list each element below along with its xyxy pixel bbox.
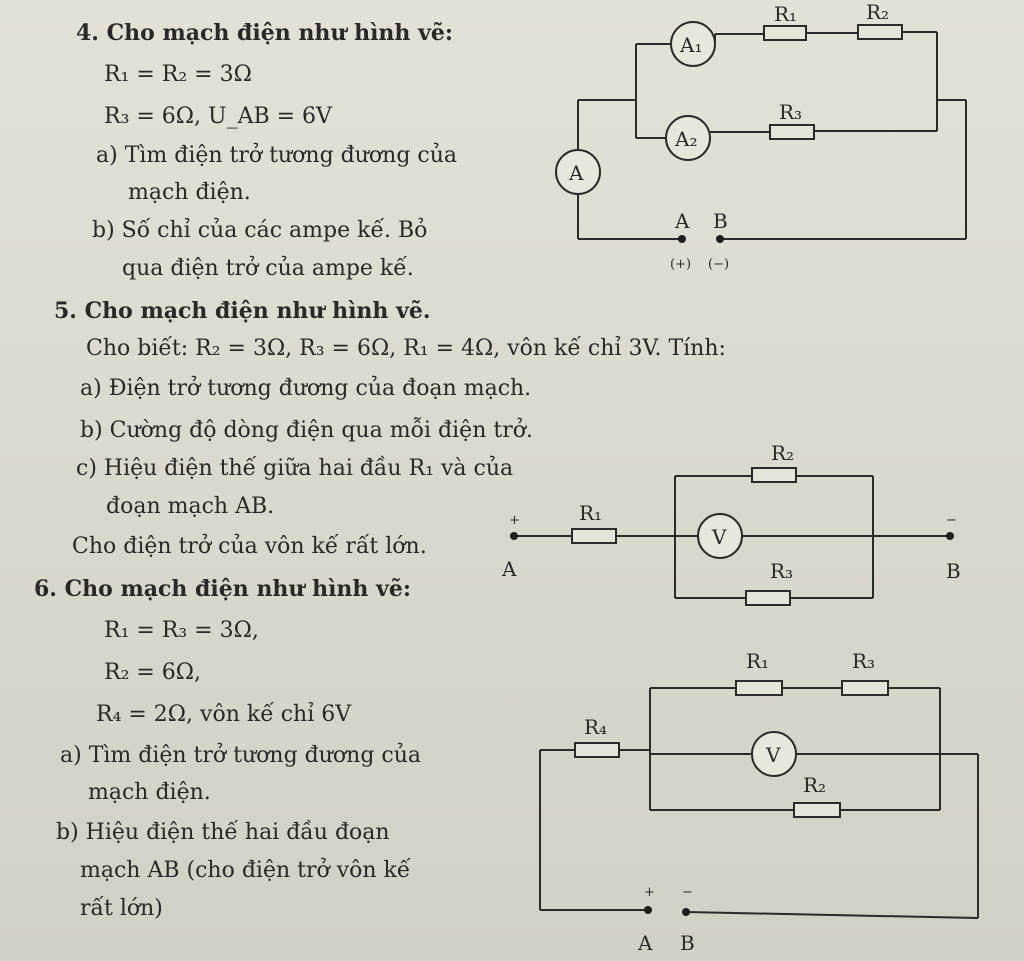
resistor-r3-label: R₃	[770, 559, 794, 583]
resistor-r2	[794, 803, 840, 817]
problem-5-title: 5. Cho mạch điện như hình vẽ.	[54, 298, 431, 324]
terminal-a-polarity: +	[644, 885, 655, 900]
circuit-figure-6	[540, 649, 978, 955]
terminal-b-polarity: (−)	[708, 257, 730, 272]
resistor-r3	[746, 591, 790, 605]
problem-6-question-a-1: a) Tìm điện trở tương đương của	[60, 743, 422, 768]
resistor-r2-label: R₂	[803, 773, 827, 797]
problem-5-question-c-2: đoạn mạch AB.	[106, 494, 275, 519]
resistor-r3	[842, 681, 888, 695]
resistor-r3	[770, 125, 814, 139]
problem-4-question-b-1: b) Số chỉ của các ampe kế. Bỏ	[92, 218, 428, 243]
resistor-r1	[736, 681, 782, 695]
resistor-r1	[572, 529, 616, 543]
terminal-b-polarity: −	[946, 513, 957, 528]
terminal-a-label: A	[502, 557, 517, 581]
ammeter-a2-label: A₂	[675, 127, 698, 151]
resistor-r4	[575, 743, 619, 757]
voltmeter-v-label: V	[712, 525, 727, 549]
problem-5-question-a: a) Điện trở tương đương của đoạn mạch.	[80, 376, 532, 401]
terminal-b-label: B	[946, 559, 961, 583]
resistor-r1-label: R₁	[774, 2, 798, 26]
problem-4-question-b-2: qua điện trở của ampe kế.	[122, 256, 414, 281]
resistor-r2	[858, 25, 902, 39]
terminal-a	[510, 532, 518, 540]
terminal-a	[678, 235, 686, 243]
ammeter-a-label: A	[569, 161, 584, 185]
terminal-b	[716, 235, 724, 243]
ammeter-a1-label: A₁	[680, 33, 703, 57]
terminal-a-polarity: (+)	[670, 257, 692, 272]
problem-4-question-a-2: mạch điện.	[128, 180, 251, 205]
problem-5-given: Cho biết: R₂ = 3Ω, R₃ = 6Ω, R₁ = 4Ω, vôn kế chỉ 3V. Tính:	[86, 336, 726, 361]
problem-6-title: 6. Cho mạch điện như hình vẽ:	[34, 576, 411, 602]
problem-5-note: Cho điện trở của vôn kế rất lớn.	[72, 534, 427, 559]
resistor-r2	[752, 468, 796, 482]
problem-6-question-b-3: rất lớn)	[80, 896, 163, 921]
terminal-a-polarity: +	[509, 513, 520, 528]
resistor-r1	[764, 26, 806, 40]
problem-6-given-3: R₄ = 2Ω, vôn kế chỉ 6V	[96, 702, 352, 727]
problem-5-question-b: b) Cường độ dòng điện qua mỗi điện trở.	[80, 418, 533, 443]
problem-6-question-b-2: mạch AB (cho điện trở vôn kế	[80, 858, 411, 883]
terminal-b-label: B	[680, 931, 695, 955]
resistor-r2-label: R₂	[771, 441, 795, 465]
problem-4-title: 4. Cho mạch điện như hình vẽ:	[76, 20, 453, 46]
problem-6-question-b-1: b) Hiệu điện thế hai đầu đoạn	[56, 820, 390, 845]
terminal-b	[946, 532, 954, 540]
problem-4-given-1: R₁ = R₂ = 3Ω	[104, 62, 252, 87]
problem-6-question-a-2: mạch điện.	[88, 780, 211, 805]
resistor-r2-label: R₂	[866, 0, 890, 24]
problem-4-given-2: R₃ = 6Ω, U_AB = 6V	[104, 104, 332, 129]
resistor-r3-label: R₃	[852, 649, 876, 673]
problem-5-question-c-1: c) Hiệu điện thế giữa hai đầu R₁ và của	[76, 456, 514, 481]
terminal-b-label: B	[713, 209, 728, 233]
problem-6-given-1: R₁ = R₃ = 3Ω,	[104, 618, 259, 643]
problem-6-given-2: R₂ = 6Ω,	[104, 660, 202, 685]
terminal-a-label: A	[675, 209, 690, 233]
terminal-b	[682, 908, 690, 916]
terminal-a	[644, 906, 652, 914]
resistor-r1-label: R₁	[579, 501, 603, 525]
problem-4-question-a-1: a) Tìm điện trở tương đương của	[96, 143, 458, 168]
resistor-r4-label: R₄	[584, 715, 608, 739]
terminal-a-label: A	[638, 931, 653, 955]
resistor-r1-label: R₁	[746, 649, 770, 673]
terminal-b-polarity: −	[682, 885, 693, 900]
fig6-wire	[686, 912, 978, 918]
resistor-r3-label: R₃	[779, 100, 803, 124]
voltmeter-v-label: V	[766, 743, 781, 767]
circuit-figure-5	[501, 441, 961, 605]
circuit-figure-4	[556, 0, 966, 272]
